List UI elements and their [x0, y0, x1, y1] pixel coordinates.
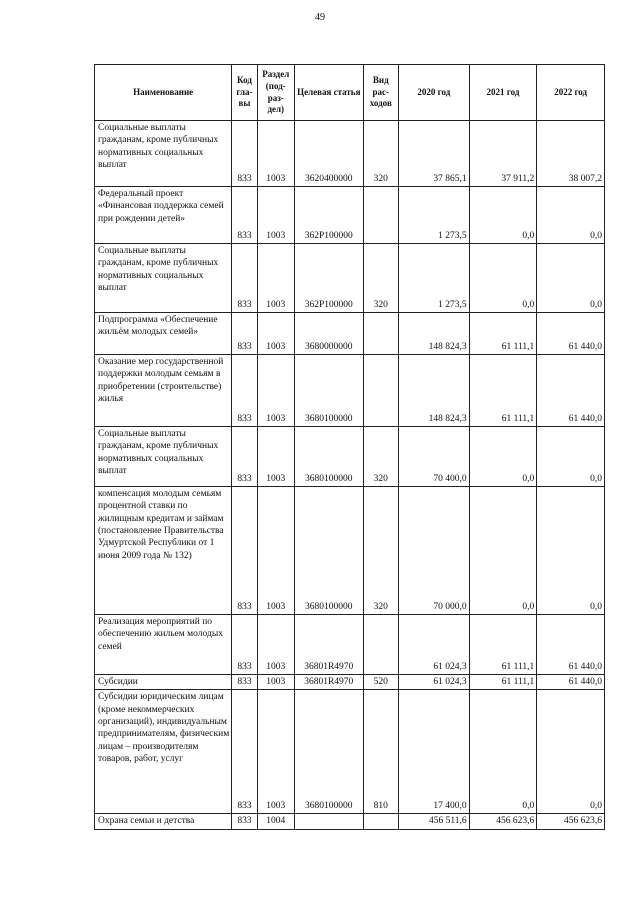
- row-target: 362P100000: [294, 244, 363, 313]
- row-name: Социальные выплаты гражданам, кроме публичных нормативных социальных выплат: [95, 244, 232, 313]
- row-code: 833: [232, 690, 257, 814]
- row-section: 1003: [257, 675, 294, 690]
- row-section: 1003: [257, 121, 294, 187]
- header-section: Раздел (под- раз- дел): [257, 65, 294, 121]
- table-row: [95, 355, 605, 427]
- row-target: 3680100000: [294, 427, 363, 487]
- row-name: Субсидии юридическим лицам (кроме некоммерческих организаций), индивидуальным предпринимателям, физическим лицам – производителям товаров, работ, услуг: [95, 690, 232, 814]
- table-row: [95, 675, 605, 690]
- table-row: [95, 313, 605, 355]
- row-2022: 0,0: [537, 487, 605, 615]
- table-row: [95, 121, 605, 187]
- row-target: 36801R4970: [294, 615, 363, 675]
- row-2021: 0,0: [469, 690, 537, 814]
- row-code: 833: [232, 244, 257, 313]
- row-code: 833: [232, 814, 257, 829]
- table-row: [95, 187, 605, 244]
- header-type: Вид рас- ходов: [363, 65, 398, 121]
- header-name: Наименование: [95, 65, 232, 121]
- row-2020: 70 000,0: [398, 487, 469, 615]
- row-section: 1003: [257, 615, 294, 675]
- header-2022: 2022 год: [537, 65, 605, 121]
- header-2020: 2020 год: [398, 65, 469, 121]
- row-2020: 37 865,1: [398, 121, 469, 187]
- row-2020: 61 024,3: [398, 675, 469, 690]
- row-2021: 61 111,1: [469, 355, 537, 427]
- row-section: 1003: [257, 187, 294, 244]
- row-target: 362P100000: [294, 187, 363, 244]
- row-2022: 456 623,6: [537, 814, 605, 829]
- row-type: 520: [363, 675, 398, 690]
- table-row: [95, 487, 605, 615]
- row-target: 3620400000: [294, 121, 363, 187]
- row-code: 833: [232, 487, 257, 615]
- row-target: 3680100000: [294, 487, 363, 615]
- row-2022: 61 440,0: [537, 675, 605, 690]
- row-code: 833: [232, 355, 257, 427]
- row-2021: 456 623,6: [469, 814, 537, 829]
- row-name: Субсидии: [95, 675, 232, 690]
- row-2021: 61 111,1: [469, 313, 537, 355]
- row-code: 833: [232, 675, 257, 690]
- header-target: Целевая статья: [294, 65, 363, 121]
- row-name: Социальные выплаты гражданам, кроме публичных нормативных социальных выплат: [95, 427, 232, 487]
- row-target: 3680100000: [294, 355, 363, 427]
- row-2020: 70 400,0: [398, 427, 469, 487]
- row-code: 833: [232, 187, 257, 244]
- row-code: 833: [232, 121, 257, 187]
- row-type: [363, 355, 398, 427]
- row-2021: 0,0: [469, 187, 537, 244]
- row-2022: 38 007,2: [537, 121, 605, 187]
- row-type: [363, 615, 398, 675]
- row-type: [363, 814, 398, 829]
- header-2021: 2021 год: [469, 65, 537, 121]
- row-2020: 148 824,3: [398, 355, 469, 427]
- row-2020: 1 273,5: [398, 244, 469, 313]
- table-row: [95, 814, 605, 829]
- row-2021: 0,0: [469, 244, 537, 313]
- row-type: 320: [363, 244, 398, 313]
- row-name: Оказание мер государственной поддержки молодым семьям в приобретении (строительстве) жилья: [95, 355, 232, 427]
- row-type: 320: [363, 427, 398, 487]
- row-section: 1003: [257, 487, 294, 615]
- row-2022: 61 440,0: [537, 355, 605, 427]
- table-row: [95, 427, 605, 487]
- row-type: [363, 187, 398, 244]
- budget-table: [94, 64, 605, 830]
- row-section: 1003: [257, 355, 294, 427]
- row-target: 3680000000: [294, 313, 363, 355]
- page-number: 49: [315, 12, 325, 23]
- table-row: [95, 244, 605, 313]
- row-2020: 61 024,3: [398, 615, 469, 675]
- row-2022: 0,0: [537, 187, 605, 244]
- row-type: 810: [363, 690, 398, 814]
- row-2022: 0,0: [537, 244, 605, 313]
- row-section: 1003: [257, 690, 294, 814]
- row-2021: 37 911,2: [469, 121, 537, 187]
- row-target: [294, 814, 363, 829]
- row-2020: 17 400,0: [398, 690, 469, 814]
- header-code: Код гла- вы: [232, 65, 257, 121]
- row-name: Охрана семьи и детства: [95, 814, 232, 829]
- row-2021: 61 111,1: [469, 675, 537, 690]
- row-type: 320: [363, 121, 398, 187]
- row-name: Реализация мероприятий по обеспечению жильем молодых семей: [95, 615, 232, 675]
- row-code: 833: [232, 427, 257, 487]
- row-name: Подпрограмма «Обеспечение жильём молодых семей»: [95, 313, 232, 355]
- header-row: [95, 65, 605, 121]
- row-2022: 0,0: [537, 690, 605, 814]
- row-type: 320: [363, 487, 398, 615]
- row-target: 36801R4970: [294, 675, 363, 690]
- row-code: 833: [232, 615, 257, 675]
- row-2021: 61 111,1: [469, 615, 537, 675]
- row-section: 1003: [257, 427, 294, 487]
- row-2022: 61 440,0: [537, 615, 605, 675]
- row-2020: 456 511,6: [398, 814, 469, 829]
- row-2020: 1 273,5: [398, 187, 469, 244]
- row-section: 1003: [257, 313, 294, 355]
- table-row: [95, 690, 605, 814]
- row-name: Социальные выплаты гражданам, кроме публичных нормативных социальных выплат: [95, 121, 232, 187]
- row-2022: 61 440,0: [537, 313, 605, 355]
- row-section: 1003: [257, 244, 294, 313]
- table-row: [95, 615, 605, 675]
- row-name: компенсация молодым семьям процентной ставки по жилищным кредитам и займам (постановление Правительства Удмуртской Республики от 1 июня 2009 года № 132): [95, 487, 232, 615]
- row-2020: 148 824,3: [398, 313, 469, 355]
- row-section: 1004: [257, 814, 294, 829]
- row-target: 3680100000: [294, 690, 363, 814]
- row-code: 833: [232, 313, 257, 355]
- row-2021: 0,0: [469, 487, 537, 615]
- row-2022: 0,0: [537, 427, 605, 487]
- row-type: [363, 313, 398, 355]
- row-2021: 0,0: [469, 427, 537, 487]
- row-name: Федеральный проект «Финансовая поддержка семей при рождении детей»: [95, 187, 232, 244]
